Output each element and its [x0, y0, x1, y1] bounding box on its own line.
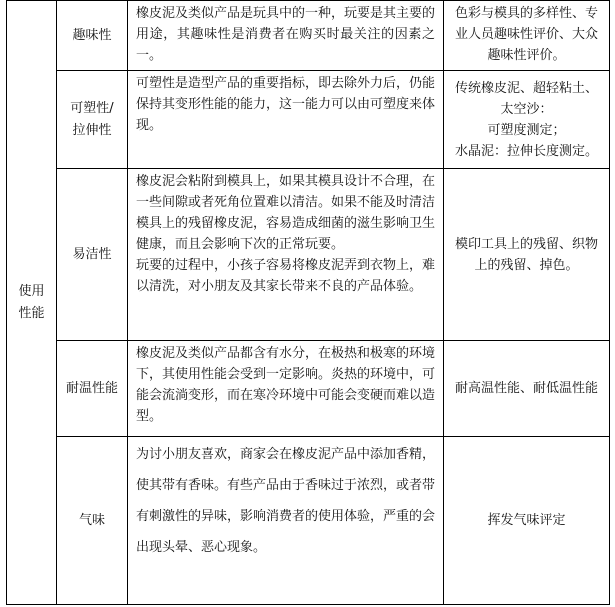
property-cell [57, 1, 128, 71]
table-row [7, 169, 610, 341]
category-label-line1: 使用 [18, 283, 45, 299]
property-cell [57, 71, 128, 169]
performance-table [6, 0, 610, 605]
method-cell [444, 1, 610, 71]
method-text-line3: 水晶泥：拉伸长度测定。 [454, 143, 598, 159]
category-cell [7, 1, 57, 605]
property-label: 耐温性能 [65, 380, 118, 396]
description-cell [128, 341, 444, 437]
method-cell [444, 71, 610, 169]
method-cell [444, 341, 610, 437]
table-row [7, 341, 610, 437]
property-label: 易洁性 [72, 246, 112, 262]
property-cell [57, 169, 128, 341]
method-cell [444, 437, 610, 605]
description-text: 橡皮泥及类似产品是玩具中的一种，玩要是其主要的用途，其趣味性是消费者在购买时最关注的因素之一。 [136, 6, 436, 63]
description-paragraph-2: 玩要的过程中，小孩子容易将橡皮泥弄到衣物上，难以清洗，对小朋友及其家长带来不良的产品体验。 [136, 258, 436, 294]
method-text: 模印工具上的残留、织物上的残留、掉色。 [454, 236, 598, 273]
method-text: 耐高温性能、耐低温性能 [454, 381, 598, 396]
method-text-line1: 传统橡皮泥、超轻粘土、太空沙： [454, 80, 598, 117]
property-label-line2: 拉伸性 [72, 122, 112, 138]
description-cell [128, 71, 444, 169]
method-text: 色彩与模具的多样性、专业人员趣味性评价、大众趣味性评价。 [454, 6, 598, 63]
description-cell [128, 169, 444, 341]
description-paragraph-1: 橡皮泥会粘附到模具上，如果其模具设计不合理，在一些间隙或者死角位置难以清洁。如果不能及时清洁模具上的残留橡皮泥，容易造成细菌的滋生影响卫生健康，而且会影响下次的正常玩要。 [136, 174, 436, 252]
description-text: 橡皮泥及类似产品都含有水分，在极热和极寒的环境下，其使用性能会受到一定影响。炎热的环境中，可能会流淌变形，而在寒冷环境中可能会变硬而难以造型。 [136, 346, 436, 424]
table-row [7, 1, 610, 71]
category-label-line2: 性能 [18, 305, 45, 321]
description-text: 为讨小朋友喜欢，商家会在橡皮泥产品中添加香精，使其带有香味。有些产品由于香味过于浓烈，或者带有刺激性的异味，影响消费者的使用体验，严重的会出现头晕、恶心现象。 [136, 447, 436, 555]
property-label: 趣味性 [72, 27, 112, 43]
method-cell [444, 169, 610, 341]
description-cell [128, 1, 444, 71]
method-text: 挥发气味评定 [487, 513, 566, 528]
description-cell [128, 437, 444, 605]
property-cell [57, 437, 128, 605]
property-cell [57, 341, 128, 437]
method-text-line2: 可塑度测定； [487, 122, 566, 138]
description-text: 可塑性是造型产品的重要指标，即去除外力后，仍能保持其变形性能的能力，这一能力可以由可塑度来体现。 [136, 76, 436, 133]
property-label: 气味 [78, 512, 105, 528]
table-row [7, 71, 610, 169]
table-row [7, 437, 610, 605]
property-label-line1: 可塑性/ [70, 100, 114, 116]
